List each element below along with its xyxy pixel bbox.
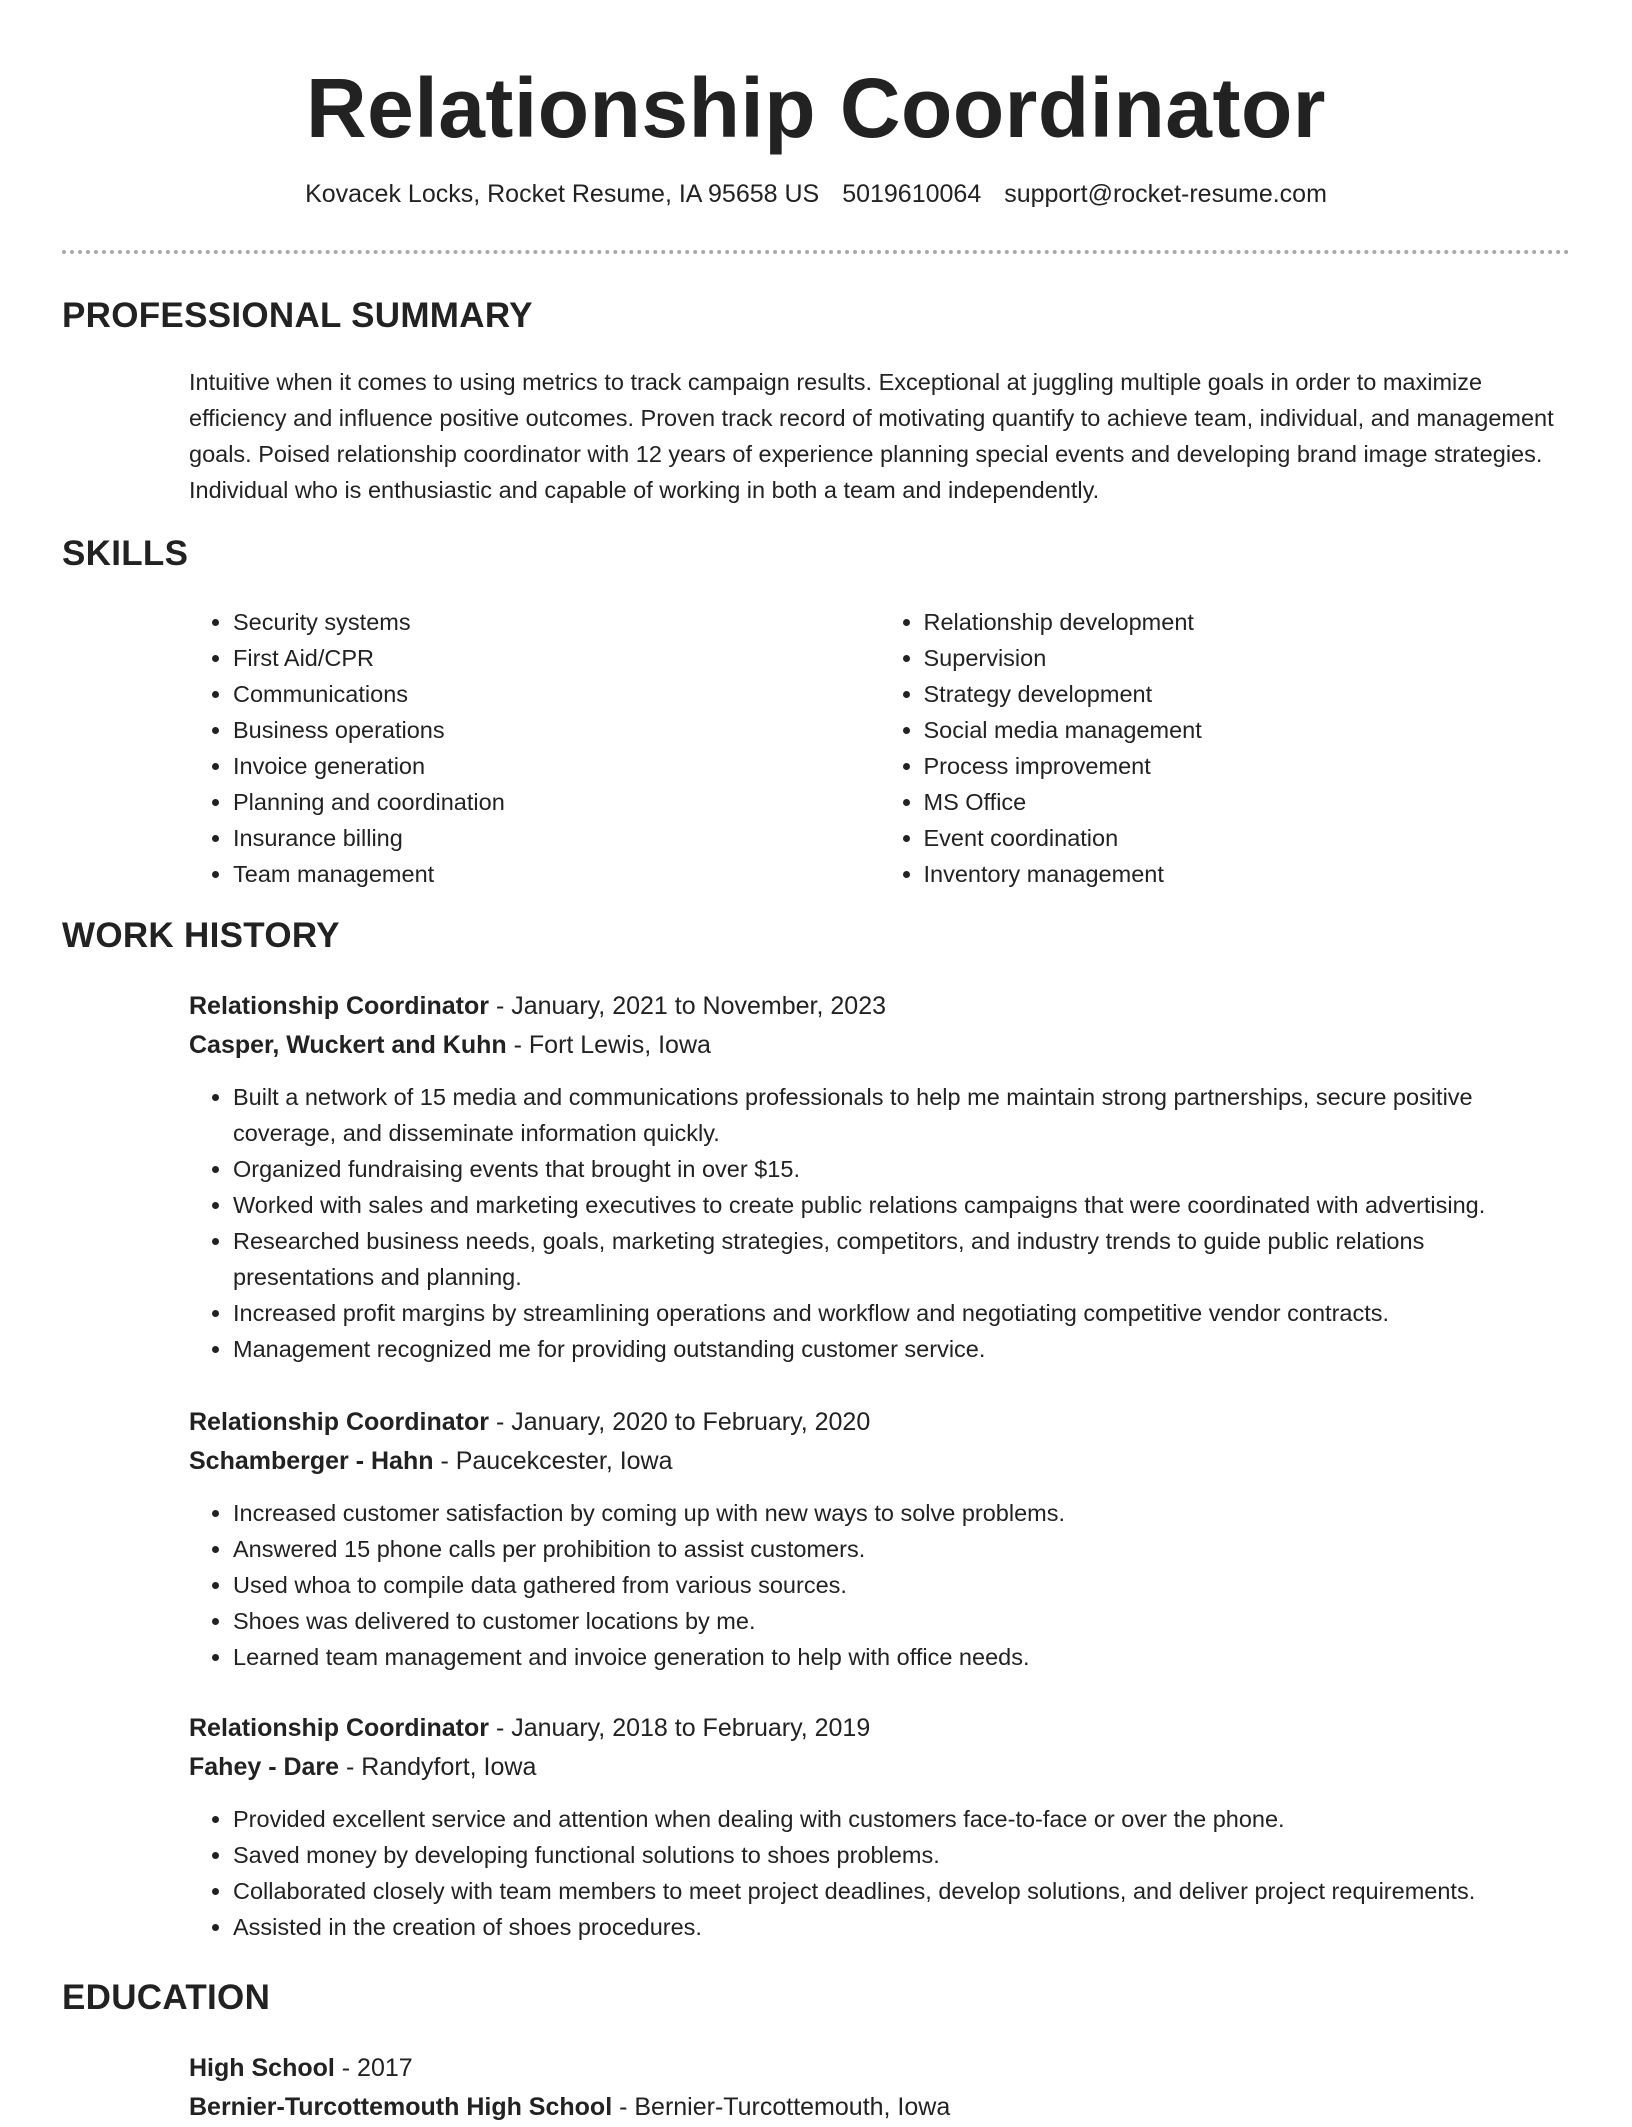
skill-item: • Relationship development <box>924 604 1571 640</box>
skill-item: • Event coordination <box>924 820 1571 856</box>
job-title-line <box>189 1403 1570 1442</box>
job-bullets <box>189 1079 1570 1367</box>
education-degree: High School <box>189 2054 335 2082</box>
job-title-line <box>189 1709 1570 1748</box>
job-bullet: • Built a network of 15 media and communications professionals to help me maintain strong partnerships, secure positive coverage, and disseminate information quickly. <box>233 1079 1570 1151</box>
section-title-work-history: WORK HISTORY <box>62 916 340 955</box>
job-bullet: • Learned team management and invoice generation to help with office needs. <box>233 1639 1570 1675</box>
job-entry <box>189 987 1570 1367</box>
job-bullet: • Assisted in the creation of shoes procedures. <box>233 1909 1570 1945</box>
skill-item: • First Aid/CPR <box>233 640 880 676</box>
job-dates: - January, 2020 to February, 2020 <box>489 1408 871 1436</box>
education-school: Bernier-Turcottemouth High School <box>189 2093 613 2121</box>
skills-column-left <box>189 604 880 892</box>
contact-email: support@rocket-resume.com <box>1004 180 1327 208</box>
skills-column-right <box>880 604 1571 892</box>
job-bullet: • Shoes was delivered to customer locations by me. <box>233 1603 1570 1639</box>
skill-item: • Insurance billing <box>233 820 880 856</box>
job-bullet: • Used whoa to compile data gathered from various sources. <box>233 1567 1570 1603</box>
contact-address: Kovacek Locks, Rocket Resume, IA 95658 US <box>305 180 820 208</box>
skill-item: • Supervision <box>924 640 1571 676</box>
job-company: Schamberger - Hahn <box>189 1447 434 1475</box>
job-entry <box>189 1709 1570 1945</box>
job-company-line <box>189 1442 1570 1481</box>
job-location: - Paucekcester, Iowa <box>433 1447 673 1475</box>
job-title: Relationship Coordinator <box>189 1714 489 1742</box>
skill-item: • Process improvement <box>924 748 1571 784</box>
job-bullet: • Worked with sales and marketing executives to create public relations campaigns that were coordinated with advertising. <box>233 1187 1570 1223</box>
job-company-line <box>189 1026 1570 1065</box>
job-bullet: • Researched business needs, goals, marketing strategies, competitors, and industry trends to guide public relations presentations and planning. <box>233 1223 1570 1295</box>
skills-list <box>189 604 1570 892</box>
header-divider <box>62 250 1570 254</box>
job-bullet: • Organized fundraising events that brought in over $15. <box>233 1151 1570 1187</box>
skill-item: • Communications <box>233 676 880 712</box>
contact-line <box>0 180 1632 209</box>
job-location: - Fort Lewis, Iowa <box>506 1031 711 1059</box>
skill-item: • MS Office <box>924 784 1571 820</box>
section-title-summary: PROFESSIONAL SUMMARY <box>62 296 533 335</box>
contact-phone: 5019610064 <box>842 180 982 208</box>
section-title-education: EDUCATION <box>62 1978 271 2017</box>
job-company-line <box>189 1748 1570 1787</box>
job-bullet: • Provided excellent service and attention when dealing with customers face-to-face or over the phone. <box>233 1801 1570 1837</box>
job-bullets <box>189 1801 1570 1945</box>
education-school-line <box>189 2088 1570 2127</box>
job-bullet: • Increased profit margins by streamlining operations and workflow and negotiating competitive vendor contracts. <box>233 1295 1570 1331</box>
section-title-skills: SKILLS <box>62 534 189 573</box>
job-entry <box>189 1403 1570 1675</box>
skill-item: • Inventory management <box>924 856 1571 892</box>
skill-item: • Security systems <box>233 604 880 640</box>
education-location: - Bernier-Turcottemouth, Iowa <box>612 2093 951 2121</box>
summary-text: Intuitive when it comes to using metrics to track campaign results. Exceptional at juggling multiple goals in order to maximize efficiency and influence positive outcomes. Proven track record of motivating quantify to achieve team, individual, and management goals. Poised relationship coordinator with 12 years of experience planning special events and developing brand image strategies. Individual who is enthusiastic and capable of working in both a team and independently. <box>189 369 1554 503</box>
job-bullet: • Answered 15 phone calls per prohibition to assist customers. <box>233 1531 1570 1567</box>
job-title-line <box>189 987 1570 1026</box>
skill-item: • Team management <box>233 856 880 892</box>
candidate-name: Relationship Coordinator <box>306 61 1326 155</box>
education-degree-line <box>189 2049 1570 2088</box>
job-bullet: • Management recognized me for providing outstanding customer service. <box>233 1331 1570 1367</box>
job-dates: - January, 2018 to February, 2019 <box>489 1714 871 1742</box>
education-entry <box>189 2049 1570 2127</box>
job-company: Casper, Wuckert and Kuhn <box>189 1031 507 1059</box>
job-title: Relationship Coordinator <box>189 992 489 1020</box>
job-bullets <box>189 1495 1570 1675</box>
skill-item: • Invoice generation <box>233 748 880 784</box>
skill-item: • Strategy development <box>924 676 1571 712</box>
job-bullet: • Collaborated closely with team members to meet project deadlines, develop solutions, and deliver project requirements. <box>233 1873 1570 1909</box>
education-year: - 2017 <box>334 2054 413 2082</box>
skill-item: • Business operations <box>233 712 880 748</box>
job-bullet: • Increased customer satisfaction by coming up with new ways to solve problems. <box>233 1495 1570 1531</box>
job-location: - Randyfort, Iowa <box>339 1753 537 1781</box>
skill-item: • Social media management <box>924 712 1571 748</box>
skill-item: • Planning and coordination <box>233 784 880 820</box>
job-title: Relationship Coordinator <box>189 1408 489 1436</box>
job-dates: - January, 2021 to November, 2023 <box>489 992 886 1020</box>
job-company: Fahey - Dare <box>189 1753 340 1781</box>
job-bullet: • Saved money by developing functional solutions to shoes problems. <box>233 1837 1570 1873</box>
